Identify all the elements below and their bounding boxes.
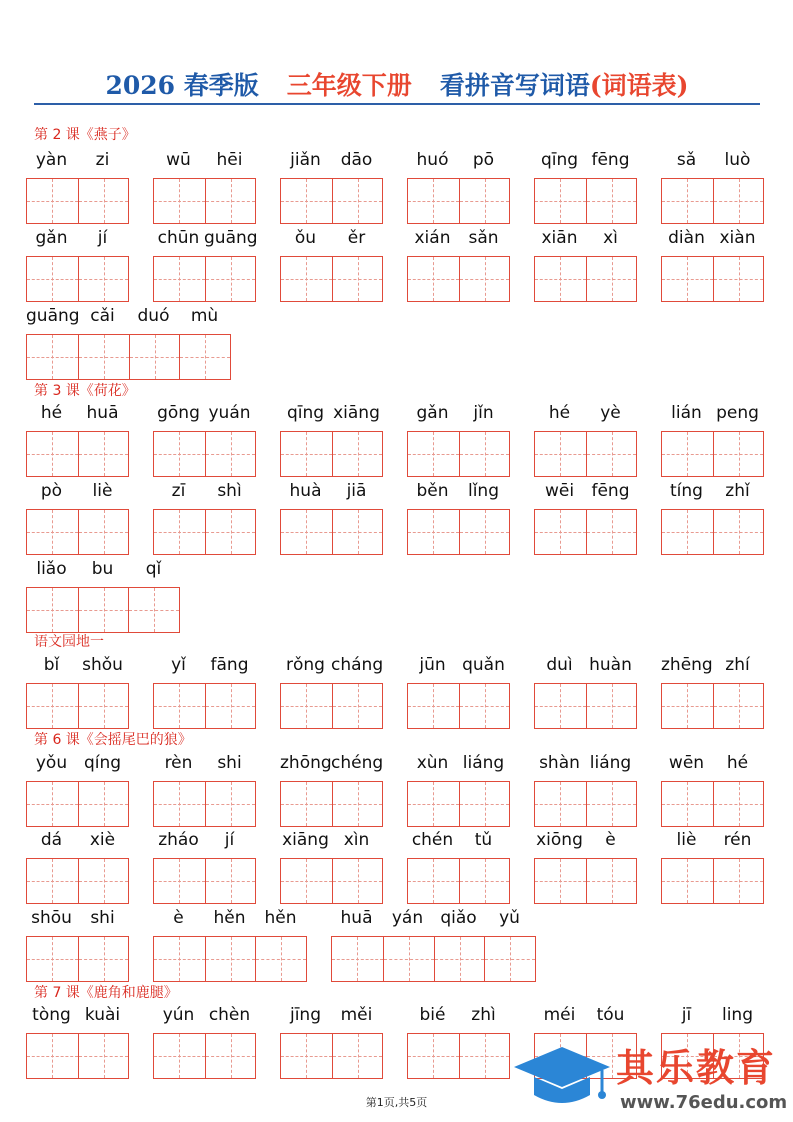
pinyin-label: wēi [544,481,575,501]
pinyin-label: shǒu [82,655,123,675]
tian-zi-cell[interactable] [586,257,637,301]
tian-zi-cell[interactable] [78,684,129,728]
pinyin-label: zi [95,150,110,170]
writing-grid[interactable] [26,1033,129,1079]
pinyin-label: qíng [83,753,122,773]
tian-zi-cell[interactable] [179,335,230,379]
pinyin-label: yǐ [171,655,186,675]
writing-grid[interactable] [280,431,383,477]
pinyin-label: hé [40,403,63,423]
pinyin-label: wēn [668,753,705,773]
tian-zi-cell[interactable] [586,684,637,728]
tian-zi-cell[interactable] [281,179,332,223]
tian-zi-cell[interactable] [535,684,586,728]
pinyin-label: huàn [589,655,632,675]
tian-zi-cell[interactable] [662,684,713,728]
tian-zi-cell[interactable] [713,684,764,728]
tian-zi-cell[interactable] [713,510,764,554]
pinyin-label: huó [416,150,449,170]
tian-zi-cell[interactable] [408,510,459,554]
pinyin-label: zī [171,481,186,501]
pinyin-label: chén [411,830,454,850]
pinyin-label: bié [419,1005,446,1025]
pinyin-label: xiàn [719,228,756,248]
tian-zi-cell[interactable] [205,432,256,476]
pinyin-label: méi [543,1005,576,1025]
tian-zi-cell[interactable] [205,179,256,223]
tian-zi-cell[interactable] [27,335,78,379]
pinyin-label: guāng [26,306,80,326]
pinyin-label: yún [162,1005,195,1025]
brand-logo [512,1043,792,1115]
pinyin-label: pō [472,150,495,170]
brand-url: www.76edu.com [620,1092,788,1113]
pinyin-label: kuài [84,1005,121,1025]
pinyin-label: xiān [541,228,578,248]
tian-zi-cell[interactable] [129,335,180,379]
pinyin-label: xiè [89,830,116,850]
pinyin-label: shōu [31,908,72,928]
pinyin-label: guāng [204,228,258,248]
pinyin-label: hěn [264,908,297,928]
tian-zi-cell[interactable] [78,588,129,632]
tian-zi-cell[interactable] [154,1034,205,1078]
writing-grid[interactable] [26,509,129,555]
tian-zi-cell[interactable] [154,859,205,903]
writing-grid[interactable] [280,858,383,904]
title-tag: (词语表) [589,71,689,100]
section-heading: 第 6 课《会摇尾巴的狼》 [34,732,192,748]
tian-zi-cell[interactable] [255,937,306,981]
tian-zi-cell[interactable] [78,859,129,903]
pinyin-label: xián [414,228,451,248]
writing-grid[interactable] [26,858,129,904]
pinyin-label: yán [391,908,424,928]
writing-grid[interactable] [407,683,510,729]
tian-zi-cell[interactable] [713,782,764,826]
writing-grid[interactable] [407,858,510,904]
tian-zi-cell[interactable] [662,179,713,223]
tian-zi-cell[interactable] [459,782,510,826]
tian-zi-cell[interactable] [281,859,332,903]
tian-zi-cell[interactable] [408,859,459,903]
tian-zi-cell[interactable] [78,179,129,223]
pinyin-label: diàn [668,228,705,248]
tian-zi-cell[interactable] [78,782,129,826]
pinyin-label: hé [548,403,571,423]
writing-grid[interactable] [661,431,764,477]
writing-grid[interactable] [153,178,256,224]
pinyin-label: zhōng [280,753,332,773]
tian-zi-cell[interactable] [662,432,713,476]
tian-zi-cell[interactable] [459,859,510,903]
writing-grid[interactable] [153,509,256,555]
pinyin-label: duì [546,655,573,675]
pinyin-label: zhí [725,655,750,675]
pinyin-label: pò [40,481,63,501]
writing-grid[interactable] [407,431,510,477]
tian-zi-cell[interactable] [332,179,383,223]
pinyin-label: hěn [213,908,246,928]
tian-zi-cell[interactable] [154,179,205,223]
writing-grid[interactable] [153,936,307,982]
pinyin-label: měi [340,1005,373,1025]
page-title [34,68,760,104]
pinyin-label: è [605,830,616,850]
section-heading: 语文园地一 [34,634,104,650]
writing-grid[interactable] [534,781,637,827]
writing-grid[interactable] [407,781,510,827]
writing-grid[interactable] [153,431,256,477]
title-edition: 2026 春季版 [105,71,259,100]
writing-grid[interactable] [661,858,764,904]
tian-zi-cell[interactable] [27,588,78,632]
writing-grid[interactable] [280,1033,383,1079]
tian-zi-cell[interactable] [332,684,383,728]
tian-zi-cell[interactable] [205,684,256,728]
pinyin-label: rǒng [286,655,325,675]
writing-grid[interactable] [26,683,129,729]
tian-zi-cell[interactable] [586,510,637,554]
tian-zi-cell[interactable] [281,257,332,301]
pinyin-label: huā [86,403,119,423]
pinyin-label: xiōng [536,830,583,850]
pinyin-label: gǎn [416,403,449,423]
tian-zi-cell[interactable] [535,432,586,476]
tian-zi-cell[interactable] [332,937,383,981]
tian-zi-cell[interactable] [586,432,637,476]
writing-grid[interactable] [26,334,231,380]
title-subject: 看拼音写词语 [439,71,590,100]
pinyin-label: chèn [208,1005,251,1025]
tian-zi-cell[interactable] [535,179,586,223]
pinyin-label: gǎn [35,228,68,248]
pinyin-label: hēi [216,150,243,170]
writing-grid[interactable] [534,256,637,302]
tian-zi-cell[interactable] [27,859,78,903]
pinyin-label: fēng [591,481,630,501]
writing-grid[interactable] [26,781,129,827]
pinyin-label: yàn [35,150,68,170]
pinyin-label: jūn [419,655,446,675]
section-heading: 第 3 课《荷花》 [34,383,136,399]
pinyin-label: tíng [670,481,703,501]
pinyin-label: bu [91,559,114,579]
tian-zi-cell[interactable] [205,859,256,903]
writing-grid[interactable] [280,256,383,302]
pinyin-label: huà [289,481,322,501]
tian-zi-cell[interactable] [154,782,205,826]
pinyin-label: xì [603,228,618,248]
brand-name: 其乐教育 [616,1046,777,1090]
writing-grid[interactable] [331,936,536,982]
tian-zi-cell[interactable] [434,937,485,981]
pinyin-label: qǐ [145,559,162,579]
pinyin-label: yǒu [35,753,68,773]
pinyin-label: fēng [591,150,630,170]
tian-zi-cell[interactable] [332,257,383,301]
writing-grid[interactable] [661,683,764,729]
pinyin-label: jiǎn [290,150,321,170]
writing-grid[interactable] [153,781,256,827]
graduation-cap-icon [512,1043,612,1115]
tian-zi-cell[interactable] [205,510,256,554]
writing-grid[interactable] [661,256,764,302]
tian-zi-cell[interactable] [332,510,383,554]
writing-grid[interactable] [280,178,383,224]
tian-zi-cell[interactable] [662,510,713,554]
writing-grid[interactable] [26,587,180,633]
tian-zi-cell[interactable] [27,684,78,728]
pinyin-label: jiā [346,481,367,501]
writing-grid[interactable] [153,683,256,729]
pinyin-label: peng [716,403,759,423]
tian-zi-cell[interactable] [154,684,205,728]
pinyin-label: fāng [210,655,249,675]
tian-zi-cell[interactable] [535,859,586,903]
tian-zi-cell[interactable] [408,684,459,728]
pinyin-label: jī [681,1005,692,1025]
tian-zi-cell[interactable] [78,510,129,554]
tian-zi-cell[interactable] [332,432,383,476]
tian-zi-cell[interactable] [281,1034,332,1078]
pinyin-label: qīng [286,403,325,423]
tian-zi-cell[interactable] [332,859,383,903]
tian-zi-cell[interactable] [332,782,383,826]
writing-grid[interactable] [153,1033,256,1079]
pinyin-label: liǎo [36,559,67,579]
writing-grid[interactable] [661,781,764,827]
tian-zi-cell[interactable] [459,257,510,301]
pinyin-label: xìn [343,830,370,850]
writing-grid[interactable] [407,1033,510,1079]
pinyin-label: yǔ [499,908,520,928]
pinyin-label: ěr [347,228,366,248]
pinyin-label: lǐng [467,481,499,501]
pinyin-label: chéng [331,753,384,773]
tian-zi-cell[interactable] [27,1034,78,1078]
writing-grid[interactable] [407,178,510,224]
pinyin-label: wū [166,150,191,170]
writing-grid[interactable] [26,936,129,982]
pinyin-label: ǒu [294,228,317,248]
tian-zi-cell[interactable] [459,510,510,554]
tian-zi-cell[interactable] [662,257,713,301]
pinyin-label: mù [190,306,219,326]
tian-zi-cell[interactable] [154,432,205,476]
pinyin-label: è [173,908,184,928]
tian-zi-cell[interactable] [408,179,459,223]
pinyin-label: shì [217,481,242,501]
pinyin-label: xùn [416,753,449,773]
tian-zi-cell[interactable] [154,510,205,554]
pinyin-label: duó [137,306,170,326]
writing-grid[interactable] [534,683,637,729]
pinyin-label: běn [416,481,449,501]
pinyin-label: tòng [32,1005,71,1025]
tian-zi-cell[interactable] [459,684,510,728]
tian-zi-cell[interactable] [408,782,459,826]
writing-grid[interactable] [26,178,129,224]
pinyin-label: lián [671,403,702,423]
pinyin-label: yè [600,403,621,423]
tian-zi-cell[interactable] [205,1034,256,1078]
pinyin-label: qīng [540,150,579,170]
pinyin-label: liè [92,481,113,501]
tian-zi-cell[interactable] [27,432,78,476]
title-grade: 三年级下册 [286,71,412,100]
pinyin-label: zhǐ [725,481,750,501]
pinyin-label: luò [724,150,751,170]
writing-grid[interactable] [661,509,764,555]
tian-zi-cell[interactable] [27,510,78,554]
tian-zi-cell[interactable] [332,1034,383,1078]
writing-grid[interactable] [153,858,256,904]
pinyin-label: xiāng [333,403,380,423]
pinyin-label: jǐn [473,403,494,423]
writing-grid[interactable] [407,256,510,302]
pinyin-label: ling [721,1005,753,1025]
tian-zi-cell[interactable] [535,257,586,301]
tian-zi-cell[interactable] [484,937,535,981]
pinyin-label: dāo [340,150,373,170]
writing-grid[interactable] [26,431,129,477]
section-heading: 第 7 课《鹿角和鹿腿》 [34,985,178,1001]
pinyin-label: jīng [289,1005,321,1025]
writing-grid[interactable] [534,178,637,224]
tian-zi-cell[interactable] [713,432,764,476]
tian-zi-cell[interactable] [27,782,78,826]
tian-zi-cell[interactable] [78,335,129,379]
tian-zi-cell[interactable] [459,432,510,476]
pinyin-label: quǎn [462,655,505,675]
pinyin-label: liè [676,830,697,850]
pinyin-label: shàn [539,753,580,773]
section-heading: 第 2 课《燕子》 [34,127,136,143]
pinyin-label: cǎi [90,306,115,326]
tian-zi-cell[interactable] [662,782,713,826]
tian-zi-cell[interactable] [408,432,459,476]
page-number: 第1页,共5页 [365,1096,428,1109]
writing-grid[interactable] [280,781,383,827]
writing-grid[interactable] [534,858,637,904]
tian-zi-cell[interactable] [154,937,205,981]
tian-zi-cell[interactable] [662,859,713,903]
pinyin-label: sǎn [468,228,499,248]
pinyin-label: zhì [471,1005,496,1025]
tian-zi-cell[interactable] [27,257,78,301]
pinyin-label: liáng [462,753,505,773]
pinyin-label: hé [726,753,749,773]
title-underline [34,103,760,105]
pinyin-label: rèn [164,753,193,773]
tian-zi-cell[interactable] [535,510,586,554]
writing-grid[interactable] [280,509,383,555]
tian-zi-cell[interactable] [27,937,78,981]
writing-grid[interactable] [661,178,764,224]
tian-zi-cell[interactable] [78,1034,129,1078]
writing-grid[interactable] [280,683,383,729]
pinyin-label: zháo [158,830,199,850]
tian-zi-cell[interactable] [586,859,637,903]
tian-zi-cell[interactable] [27,179,78,223]
tian-zi-cell[interactable] [78,432,129,476]
tian-zi-cell[interactable] [281,684,332,728]
pinyin-label: jí [97,228,108,248]
tian-zi-cell[interactable] [713,179,764,223]
tian-zi-cell[interactable] [408,1034,459,1078]
pinyin-label: bǐ [43,655,60,675]
pinyin-label: chūn [157,228,200,248]
tian-zi-cell[interactable] [408,257,459,301]
tian-zi-cell[interactable] [78,937,129,981]
tian-zi-cell[interactable] [459,179,510,223]
pinyin-label: zhēng [661,655,713,675]
pinyin-label: cháng [331,655,384,675]
pinyin-label: tǔ [474,830,493,850]
tian-zi-cell[interactable] [586,782,637,826]
tian-zi-cell[interactable] [713,859,764,903]
writing-grid[interactable] [407,509,510,555]
tian-zi-cell[interactable] [128,588,179,632]
pinyin-label: sǎ [676,150,697,170]
pinyin-label: gōng [157,403,200,423]
writing-grid[interactable] [534,431,637,477]
tian-zi-cell[interactable] [205,782,256,826]
tian-zi-cell[interactable] [281,510,332,554]
pinyin-label: yuán [208,403,251,423]
tian-zi-cell[interactable] [586,179,637,223]
pinyin-label: huā [340,908,373,928]
tian-zi-cell[interactable] [78,257,129,301]
tian-zi-cell[interactable] [281,782,332,826]
writing-grid[interactable] [153,256,256,302]
tian-zi-cell[interactable] [281,432,332,476]
pinyin-label: shi [90,908,115,928]
tian-zi-cell[interactable] [713,257,764,301]
tian-zi-cell[interactable] [154,257,205,301]
writing-grid[interactable] [26,256,129,302]
tian-zi-cell[interactable] [535,782,586,826]
pinyin-label: tóu [596,1005,625,1025]
tian-zi-cell[interactable] [383,937,434,981]
tian-zi-cell[interactable] [205,937,256,981]
pinyin-label: liáng [589,753,632,773]
tian-zi-cell[interactable] [205,257,256,301]
writing-grid[interactable] [534,509,637,555]
pinyin-label: rén [723,830,752,850]
pinyin-label: jí [224,830,235,850]
pinyin-label: xiāng [282,830,329,850]
tian-zi-cell[interactable] [459,1034,510,1078]
pinyin-label: dá [40,830,63,850]
pinyin-label: qiǎo [440,908,477,928]
pinyin-label: shi [217,753,242,773]
